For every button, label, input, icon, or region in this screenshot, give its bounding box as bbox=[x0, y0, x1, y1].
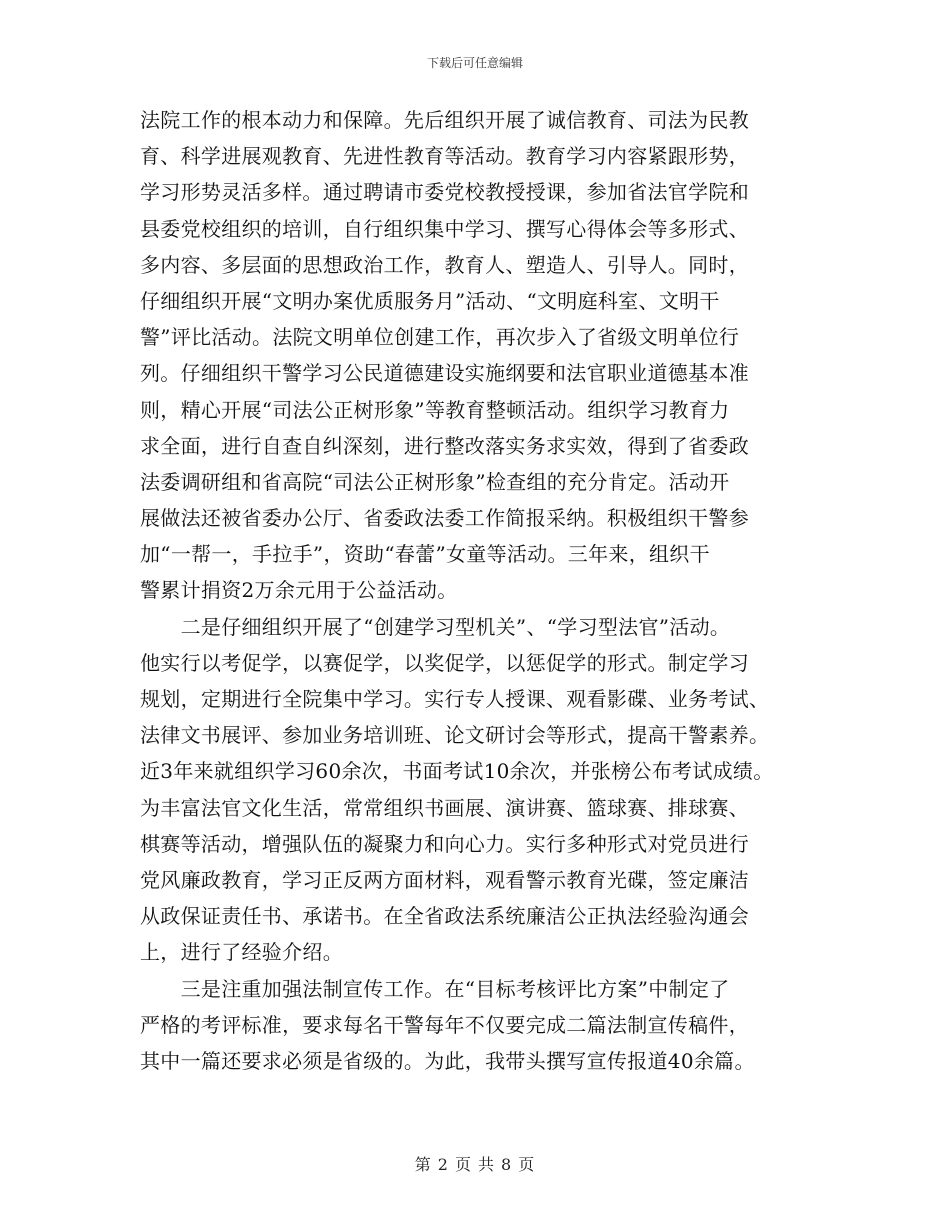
text-line: 学习形势灵活多样。通过聘请市委党校教授授课，参加省法官学院和 bbox=[140, 180, 749, 205]
text-line: 警”评比活动。法院文明单位创建工作，再次步入了省级文明单位行 bbox=[140, 325, 740, 350]
text-line: 从政保证责任书、承诺书。在全省政法系统廉洁公正执法经验沟通会 bbox=[140, 904, 749, 929]
text-line: 则，精心开展“司法公正树形象”等教育整顿活动。组织学习教育力 bbox=[140, 397, 730, 422]
text-line: 二是仔细组织开展了“创建学习型机关”、“学习型法官”活动。 bbox=[140, 614, 731, 639]
document-body bbox=[140, 102, 830, 1079]
footer-middle: 页 共 bbox=[454, 1155, 496, 1174]
text-line: 列。仔细组织干警学习公民道德建设实施纲要和法官职业道德基本准 bbox=[140, 361, 749, 386]
text-line: 县委党校组织的培训，自行组织集中学习、撰写心得体会等多形式、 bbox=[140, 216, 749, 241]
page-footer bbox=[0, 1152, 950, 1175]
text-line: 其中一篇还要求必须是省级的。为此，我带头撰写宣传报道40余篇。 bbox=[140, 1048, 755, 1073]
text-line: 警累计捐资2万余元用于公益活动。 bbox=[140, 578, 458, 603]
text-line: 加“一帮一，手拉手”，资助“春蕾”女童等活动。三年来，组织干 bbox=[140, 542, 710, 567]
text-line: 求全面，进行自查自纠深刻，进行整改落实务求实效，得到了省委政 bbox=[140, 433, 749, 458]
text-line: 法院工作的根本动力和保障。先后组织开展了诚信教育、司法为民教 bbox=[140, 108, 749, 132]
text-line: 展做法还被省委办公厅、省委政法委工作简报采纳。积极组织干警参 bbox=[140, 506, 749, 531]
text-line: 严格的考评标准，要求每名干警每年不仅要完成二篇法制宣传稿件， bbox=[140, 1012, 749, 1037]
text-line: 法委调研组和省高院“司法公正树形象”检查组的充分肯定。活动开 bbox=[140, 469, 730, 494]
text-line: 育、科学进展观教育、先进性教育等活动。教育学习内容紧跟形势， bbox=[140, 144, 749, 169]
total-pages: 8 bbox=[501, 1155, 513, 1174]
footer-suffix: 页 bbox=[518, 1155, 536, 1174]
text-line: 党风廉政教育，学习正反两方面材料，观看警示教育光碟，签定廉洁 bbox=[140, 867, 749, 892]
text-line: 法律文书展评、参加业务培训班、论文研讨会等形式，提高干警素养。 bbox=[140, 723, 770, 748]
text-line: 近3年来就组织学习60余次，书面考试10余次，并张榜公布考试成绩。 bbox=[140, 759, 774, 784]
text-line: 他实行以考促学，以赛促学，以奖促学，以惩促学的形式。制定学习 bbox=[140, 650, 749, 675]
text-line: 上，进行了经验介绍。 bbox=[140, 940, 343, 965]
text-line: 多内容、多层面的思想政治工作，教育人、塑造人、引导人。同时， bbox=[140, 252, 749, 277]
text-line: 为丰富法官文化生活，常常组织书画展、演讲赛、篮球赛、排球赛、 bbox=[140, 795, 749, 820]
text-line: 三是注重加强法制宣传工作。在“目标考核评比方案”中制定了 bbox=[140, 976, 730, 1001]
text-line: 规划，定期进行全院集中学习。实行专人授课、观看影碟、业务考试、 bbox=[140, 687, 770, 711]
text-line: 仔细组织开展“文明办案优质服务月”活动、“文明庭科室、文明干 bbox=[140, 288, 720, 313]
text-line: 棋赛等活动，增强队伍的凝聚力和向心力。实行多种形式对党员进行 bbox=[140, 831, 749, 856]
footer-prefix: 第 bbox=[414, 1155, 432, 1174]
page-number: 2 bbox=[437, 1155, 449, 1174]
page-header: 下载后可任意编辑 bbox=[426, 56, 523, 70]
